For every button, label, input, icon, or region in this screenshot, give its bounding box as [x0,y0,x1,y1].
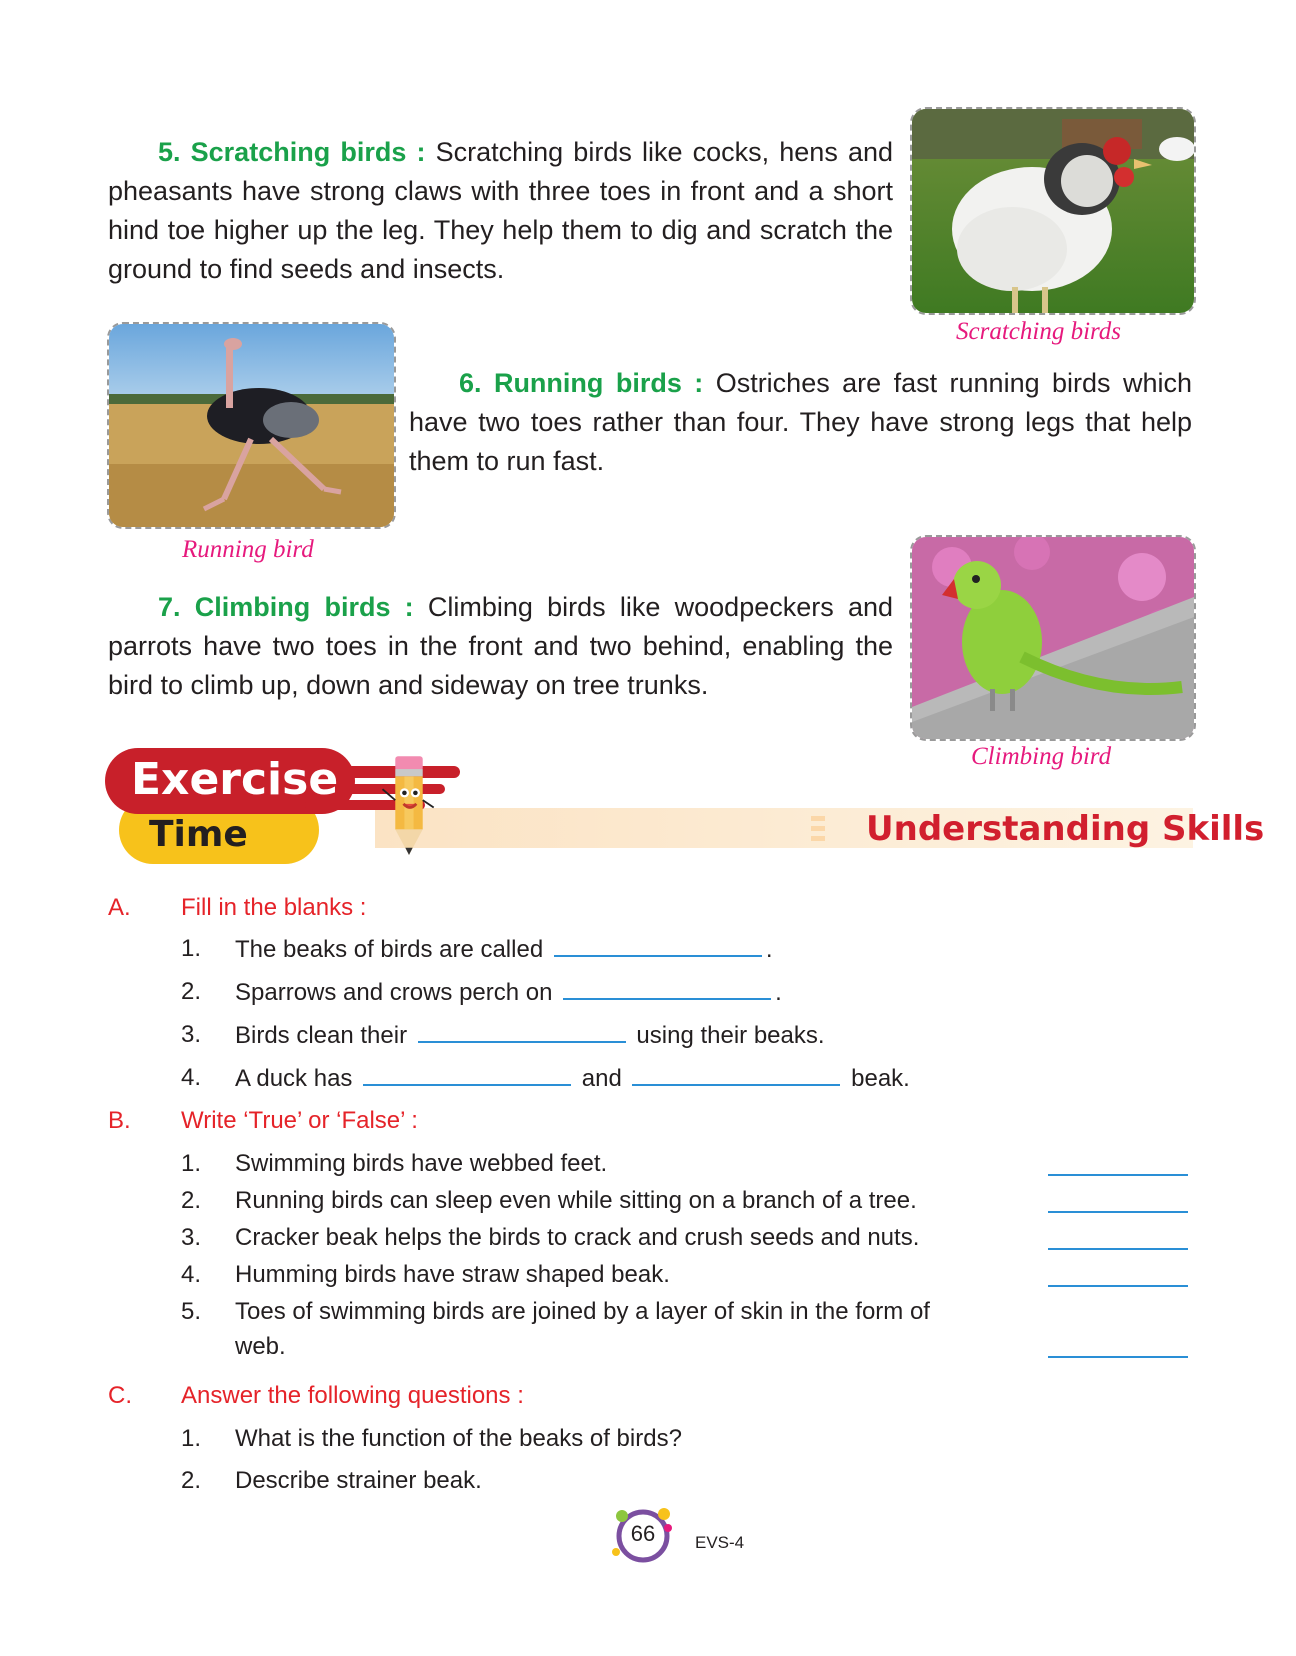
blank-field[interactable] [632,1064,840,1086]
climbing-birds-heading: 7. Climbing birds : [158,592,428,622]
a-item-4 [235,1064,910,1093]
a-item-4-text: A duck has [235,1065,360,1092]
b-item-4-text: Humming birds have straw shaped beak. [235,1261,670,1288]
hen-photo [910,107,1196,315]
answer-line[interactable] [1048,1174,1188,1176]
a-item-2 [235,978,782,1007]
a-item-3-end: using their beaks. [629,1022,825,1049]
a-item-2-number: 2. [181,978,202,1005]
climbing-birds-text: Climbing birds like woodpeckers and parrots have two toes in the front and two behind, enabling the bird to climb up, down and sideway on tree trunks. [108,592,893,700]
c-item-2-number: 2. [181,1467,202,1494]
page-number-badge [608,1506,678,1566]
ostrich-photo [107,322,396,529]
answer-line[interactable] [1048,1285,1188,1287]
section-c-title: Answer the following questions : [181,1382,524,1409]
running-birds-heading: 6. Running birds : [459,368,716,398]
section-c-letter: C. [108,1382,132,1409]
time-word: Time [149,814,248,855]
scratching-birds-heading: 5. Scratching birds : [158,137,436,167]
a-item-3-text: Birds clean their [235,1022,414,1049]
a-item-1-text: The beaks of birds are called [235,936,550,963]
answer-line[interactable] [1048,1356,1188,1358]
a-item-1 [235,935,773,964]
a-item-4-middle: and [575,1065,629,1092]
scratching-birds-paragraph [108,133,893,289]
scratching-birds-text: Scratching birds like cocks, hens and pheasants have strong claws with three toes in front and a short hind toe higher up the leg. They help them to dig and scratch the ground to find seeds and insects. [108,137,893,284]
b-item-2-text: Running birds can sleep even while sitting on a branch of a tree. [235,1187,917,1214]
b-item-2-number: 2. [181,1187,202,1214]
a-item-3-number: 3. [181,1021,202,1048]
section-b-title: Write ‘True’ or ‘False’ : [181,1107,418,1134]
exercise-word: Exercise [131,754,339,805]
answer-line[interactable] [1048,1211,1188,1213]
a-item-1-number: 1. [181,935,202,962]
blank-field[interactable] [563,978,771,1000]
pencil-mascot-icon [377,746,441,858]
b-item-1-text: Swimming birds have webbed feet. [235,1150,608,1177]
blank-field[interactable] [363,1064,571,1086]
b-item-1-number: 1. [181,1150,202,1177]
a-item-2-end: . [775,979,782,1006]
section-a-title: Fill in the blanks : [181,894,367,921]
a-item-4-number: 4. [181,1064,202,1091]
c-item-1-number: 1. [181,1425,202,1452]
blank-field[interactable] [418,1021,626,1043]
running-birds-text: Ostriches are fast running birds which have two toes rather than four. They have strong legs that help them to run fast. [409,368,1192,476]
a-item-1-end: . [765,936,773,963]
b-item-5-text-continued: web. [235,1333,286,1360]
b-item-5-text: Toes of swimming birds are joined by a layer of skin in the form of [235,1298,930,1325]
c-item-1-text: What is the function of the beaks of birds? [235,1425,682,1452]
climbing-bird-caption: Climbing bird [971,743,1112,770]
page-number: 66 [630,1521,656,1546]
section-b-letter: B. [108,1107,131,1134]
running-bird-caption: Running bird [182,536,314,563]
running-birds-paragraph [409,364,1192,481]
a-item-2-text: Sparrows and crows perch on [235,979,560,1006]
c-item-2-text: Describe strainer beak. [235,1467,482,1494]
book-code: EVS-4 [695,1533,745,1552]
answer-line[interactable] [1048,1248,1188,1250]
parrot-photo [910,535,1196,741]
b-item-4-number: 4. [181,1261,202,1288]
b-item-3-number: 3. [181,1224,202,1251]
climbing-birds-paragraph [108,588,893,705]
exercise-banner [105,740,1265,865]
a-item-4-end: beak. [844,1065,910,1092]
understanding-skills-title: Understanding Skills [866,809,1265,849]
b-item-5-number: 5. [181,1298,202,1325]
b-item-3-text: Cracker beak helps the birds to crack and crush seeds and nuts. [235,1224,920,1251]
section-a-letter: A. [108,894,131,921]
blank-field[interactable] [554,935,762,957]
a-item-3 [235,1021,825,1050]
scratching-birds-caption: Scratching birds [956,318,1122,345]
